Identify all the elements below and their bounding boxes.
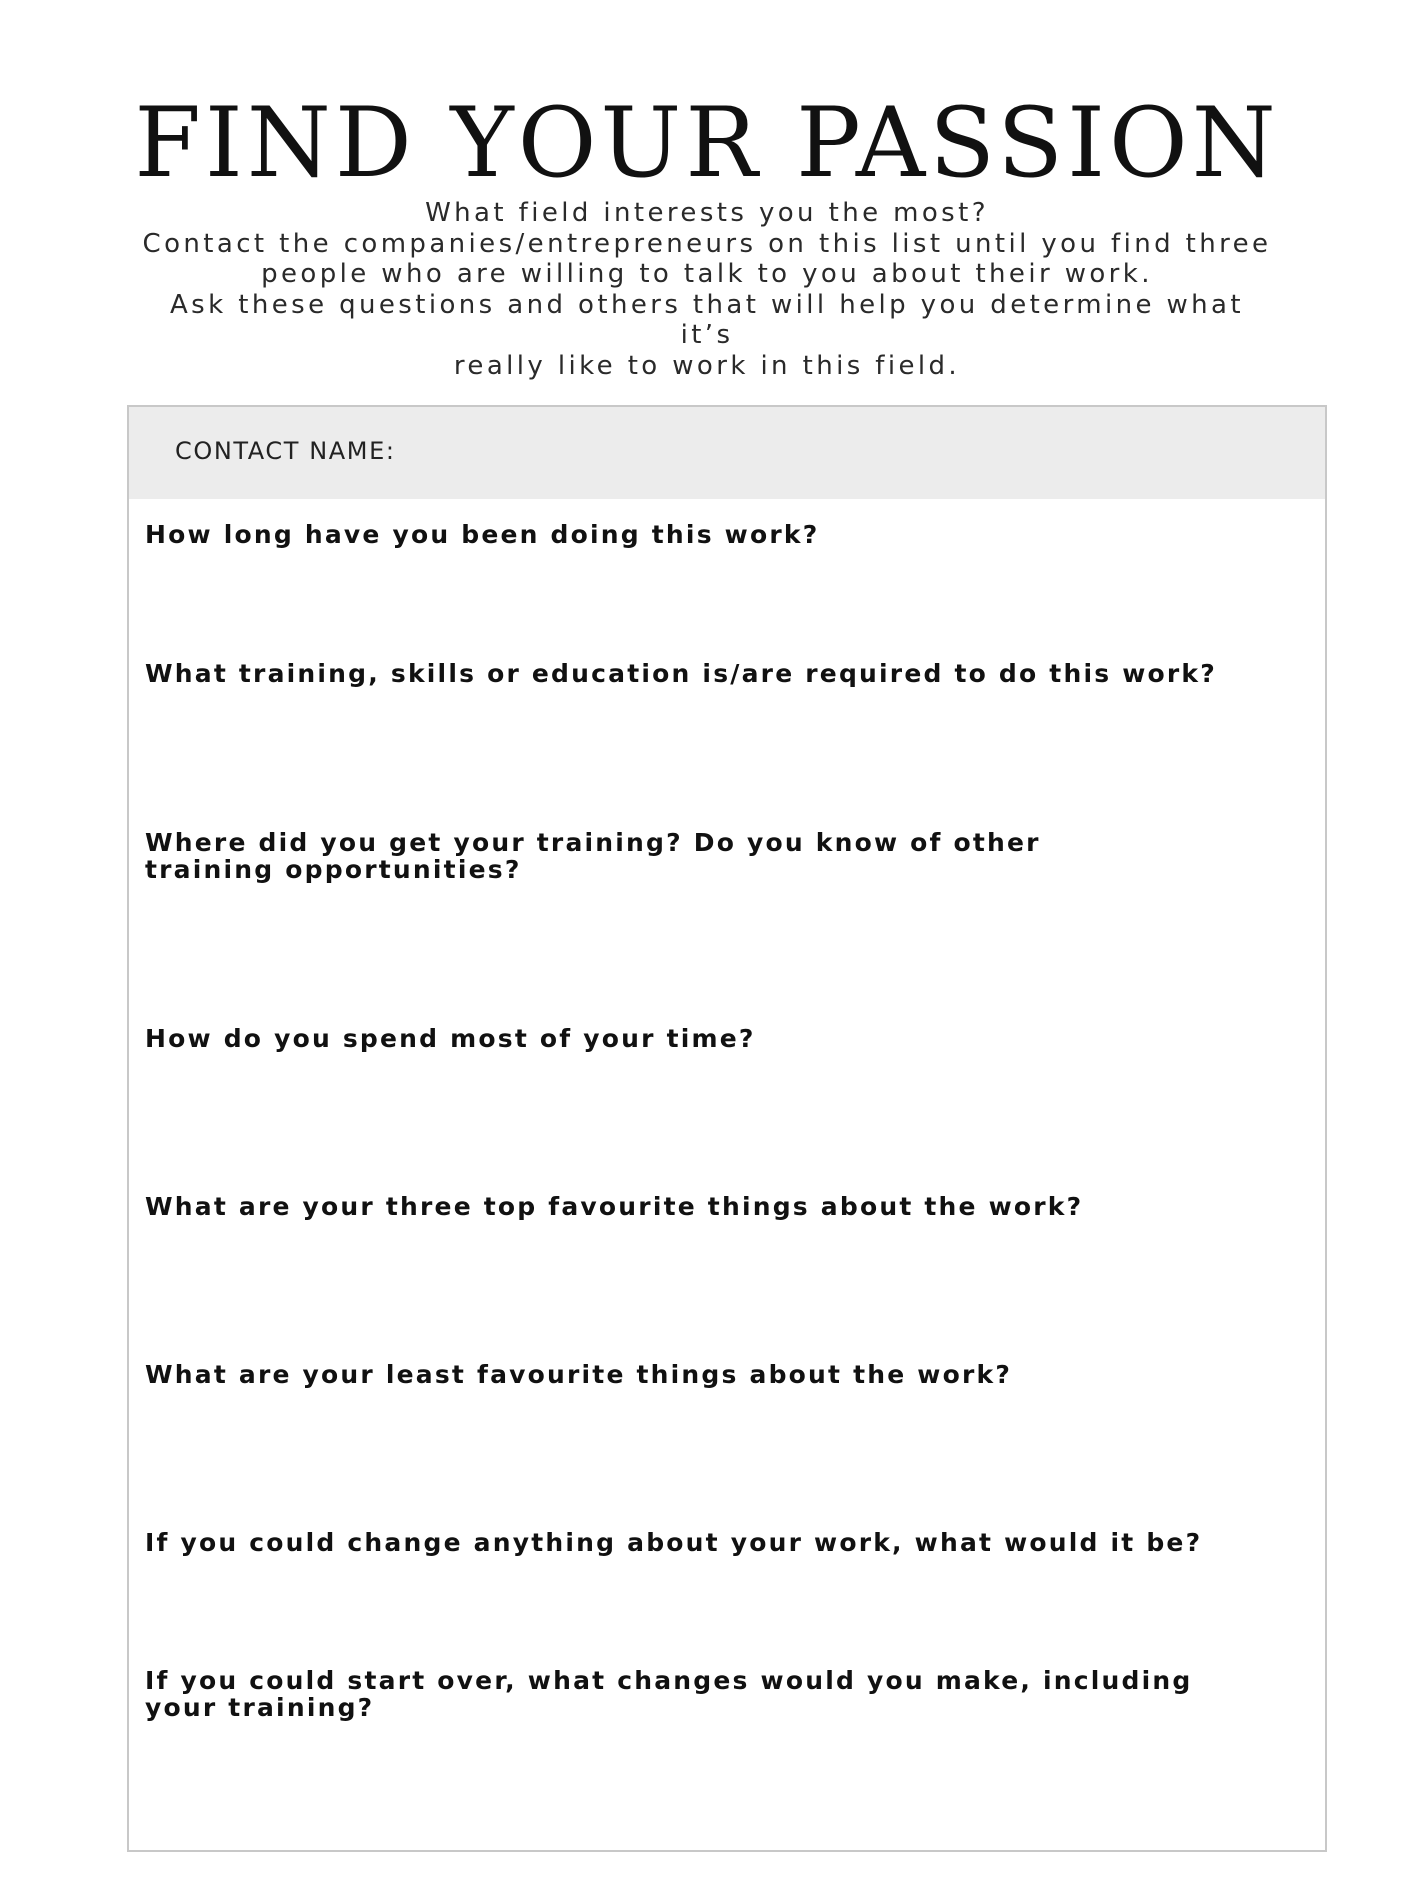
interview-form — [127, 405, 1327, 1852]
answer-area[interactable] — [145, 1061, 1305, 1121]
question-label: How long have you been doing this work? — [145, 520, 820, 549]
answer-area[interactable] — [145, 1229, 1305, 1289]
page-title: FIND YOUR PASSION — [134, 87, 1280, 199]
answer-area[interactable] — [145, 1397, 1305, 1457]
question-label: If you could change anything about your work, what would it be? — [145, 1528, 1203, 1557]
intro-line: What field interests you the most? — [425, 198, 989, 228]
question-label: What are your three top favourite things about the work? — [145, 1192, 1084, 1221]
answer-area[interactable] — [145, 557, 1305, 617]
intro-line: people who are willing to talk to you about their work. — [261, 259, 1153, 289]
contact-name-label: CONTACT NAME: — [175, 437, 396, 465]
answer-area[interactable] — [145, 1565, 1305, 1625]
question-label: If you could start over, what changes would you make, including your training? — [145, 1666, 1193, 1722]
intro-line: Ask these questions and others that will help you determine what it’s — [170, 289, 1244, 350]
answer-area[interactable] — [145, 893, 1305, 953]
intro-text — [140, 198, 1274, 381]
question-label: How do you spend most of your time? — [145, 1024, 756, 1053]
contact-name-field[interactable] — [129, 407, 1325, 499]
question-label: What are your least favourite things about the work? — [145, 1360, 1013, 1389]
answer-area[interactable] — [145, 1731, 1305, 1791]
question-label: What training, skills or education is/are required to do this work? — [145, 659, 1217, 688]
question-label: Where did you get your training? Do you know of other training opportunities? — [145, 828, 1041, 884]
answer-area[interactable] — [145, 696, 1305, 756]
intro-line: Contact the companies/entrepreneurs on this list until you find three — [142, 228, 1272, 259]
intro-line: really like to work in this field. — [453, 350, 961, 381]
